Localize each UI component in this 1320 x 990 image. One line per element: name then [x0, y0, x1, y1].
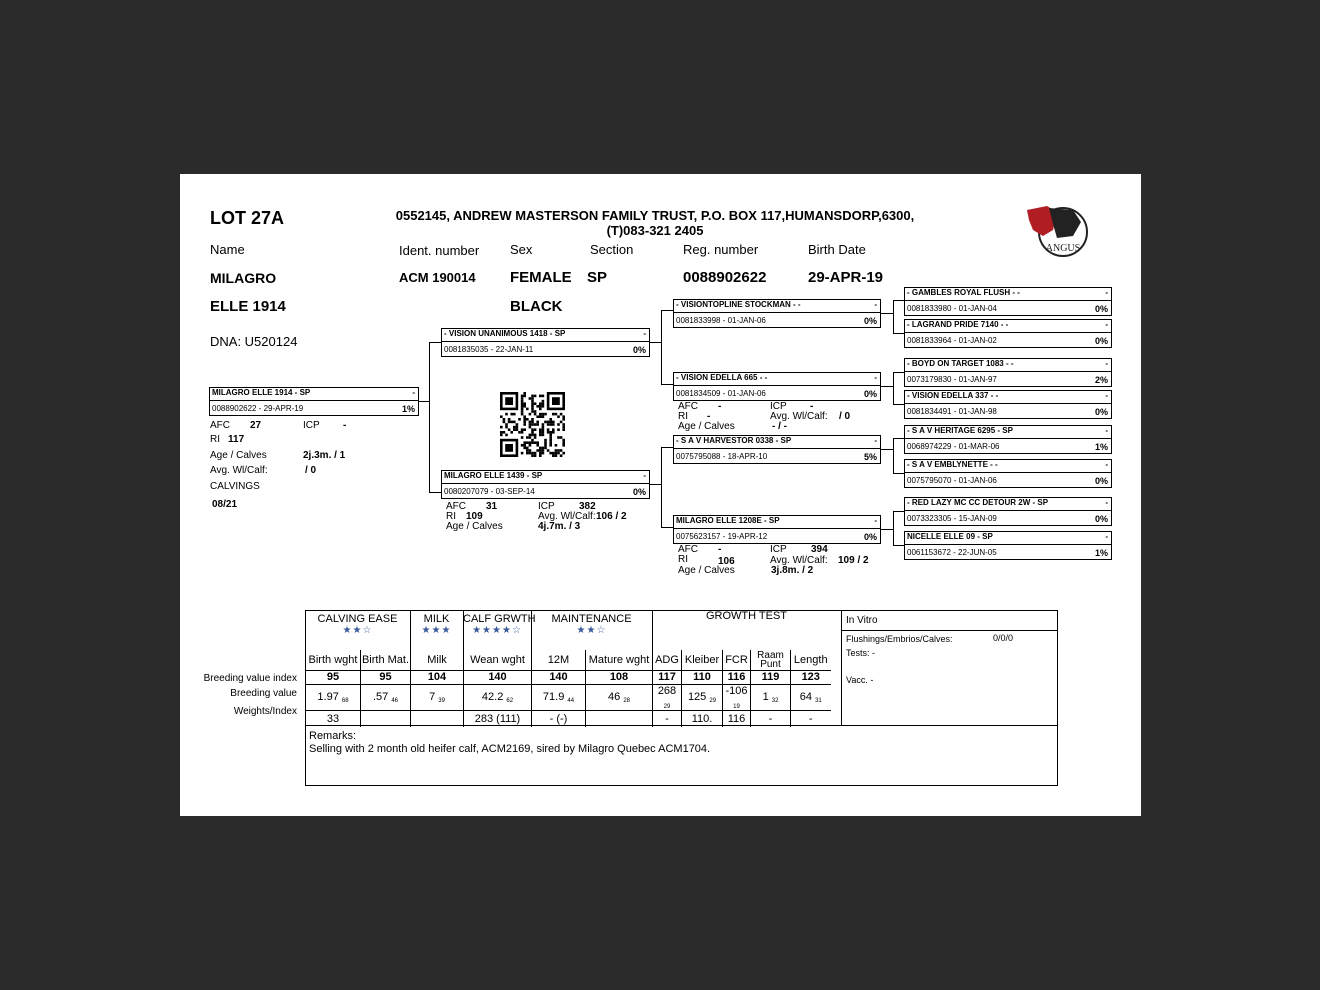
- in-vitro-label: In Vitro: [846, 615, 878, 626]
- gp2-icp-label: ICP: [770, 401, 787, 412]
- gp2-pct: 0%: [863, 389, 877, 399]
- bv-value: 42.2: [481, 690, 504, 703]
- bv-accuracy: 32: [771, 697, 779, 704]
- gp4-icp-label: ICP: [770, 544, 787, 555]
- ggp-pct: 2%: [1094, 375, 1108, 385]
- bv-accuracy: 31: [815, 697, 822, 704]
- gp1-title: - VISIONTOPLINE STOCKMAN - -: [676, 300, 801, 309]
- subject-dash: -: [412, 388, 415, 397]
- ggp-title: - GAMBLES ROYAL FLUSH - -: [907, 288, 1020, 297]
- bv-accuracy: 19: [733, 703, 740, 710]
- bv-accuracy: 44: [567, 697, 575, 704]
- gp2-age-label: Age / Calves: [678, 421, 735, 432]
- group-growth-test: [652, 610, 842, 650]
- group-label: CALVING EASE: [317, 613, 398, 625]
- subject-afc-label: AFC: [210, 420, 230, 431]
- remarks-text: Selling with 2 month old heifer calf, ACM2169, sired by Milagro Quebec ACM1704.: [309, 743, 711, 755]
- pedigree-sire: [441, 328, 650, 357]
- dam-dash: -: [643, 471, 646, 480]
- gp2-afc-label: AFC: [678, 401, 698, 412]
- subject-ri-value: 117: [228, 434, 245, 445]
- subject-icp-label: ICP: [303, 420, 320, 431]
- gp2-ri-label: RI: [678, 411, 688, 422]
- gp3-pct: 5%: [863, 452, 877, 462]
- ggp-pct: 0%: [1094, 514, 1108, 524]
- ggp-title: - LAGRAND PRIDE 7140 - -: [907, 320, 1009, 329]
- ggp-title: - BOYD ON TARGET 1083 - -: [907, 359, 1014, 368]
- dam-icp-value: 382: [579, 501, 596, 512]
- dam-afc-label: AFC: [446, 501, 466, 512]
- bv-value: -106: [725, 684, 748, 697]
- bv-value-cell: [411, 684, 464, 710]
- gp1-pct: 0%: [863, 316, 877, 326]
- pedigree-ggp-1: [904, 287, 1112, 316]
- gp4-pct: 0%: [863, 532, 877, 542]
- row-label-value: Breeding value: [230, 688, 297, 699]
- dam-avg-label: Avg. Wl/Calf:: [538, 511, 596, 522]
- bv-header-cell: FCR: [723, 650, 751, 670]
- bv-weight-cell: 116: [723, 710, 751, 727]
- bv-value: 46: [608, 690, 621, 703]
- ggp-reg: 0075795070 - 01-JAN-06: [907, 476, 997, 485]
- label-section: Section: [590, 242, 634, 257]
- row-label-index: Breeding value index: [203, 673, 297, 684]
- pedigree-granddam-paternal: [673, 372, 881, 401]
- logo-text: ANGUS: [1045, 243, 1081, 254]
- gp2-dash: -: [874, 373, 877, 382]
- label-birth: Birth Date: [808, 242, 866, 257]
- calvings-value: 08/21: [212, 499, 238, 510]
- bv-value-cell: [532, 684, 586, 710]
- bv-value-cell: [723, 684, 751, 710]
- group-calf-growth: [463, 610, 536, 650]
- bv-value: 71.9: [542, 690, 565, 703]
- bv-weight-cell: 110.: [682, 710, 723, 727]
- bv-accuracy: 62: [506, 697, 514, 704]
- bv-value: 64: [799, 690, 812, 703]
- group-label: GROWTH TEST: [705, 610, 788, 622]
- gp4-afc-value: -: [718, 544, 722, 555]
- ggp-title: NICELLE ELLE 09 - SP: [907, 532, 993, 541]
- bv-index-cell: 140: [464, 670, 532, 684]
- ggp-reg: 0073179830 - 01-JAN-97: [907, 375, 997, 384]
- gp2-age-value: - / -: [772, 421, 787, 432]
- gp2-ri-value: -: [707, 411, 711, 422]
- bv-value-cell: [306, 684, 361, 710]
- bv-accuracy: 68: [341, 697, 349, 704]
- bv-value-cell: [653, 684, 682, 710]
- dam-ri-value: 109: [466, 511, 483, 522]
- label-sex: Sex: [510, 242, 533, 257]
- bv-value: 268: [657, 684, 677, 697]
- gp4-icp-value: 394: [811, 544, 828, 555]
- bv-value: 7: [429, 690, 436, 703]
- sire-title: - VISION UNANIMOUS 1418 - SP: [444, 329, 566, 338]
- bv-weight-cell: - (-): [532, 710, 586, 727]
- label-ident: Ident. number: [399, 243, 480, 258]
- group-label: MAINTENANCE: [551, 613, 632, 625]
- subject-title: MILAGRO ELLE 1914 - SP: [212, 388, 311, 397]
- ggp-pct: 0%: [1094, 304, 1108, 314]
- bv-index-cell: 95: [361, 670, 411, 684]
- bv-accuracy: 29: [663, 703, 671, 710]
- group-milk: [410, 610, 464, 650]
- lot-number: LOT 27A: [210, 208, 285, 228]
- sire-pct: 0%: [632, 345, 646, 355]
- dam-icp-label: ICP: [538, 501, 555, 512]
- ggp-dash: -: [1105, 532, 1108, 541]
- animal-birth: 29-APR-19: [808, 269, 884, 286]
- gp1-reg: 0081833998 - 01-JAN-06: [676, 316, 766, 325]
- ggp-dash: -: [1105, 498, 1108, 507]
- bv-header-cell: Milk: [411, 650, 464, 670]
- dam-afc-value: 31: [486, 501, 498, 512]
- owner-line-1: 0552145, ANDREW MASTERSON FAMILY TRUST, P.O. BOX 117,HUMANSDORP,6300,: [395, 208, 915, 223]
- pedigree-ggp-4: [904, 390, 1112, 419]
- pedigree-ggp-6: [904, 459, 1112, 488]
- animal-name-1: MILAGRO: [210, 270, 277, 286]
- gp4-avg-value: 109 / 2: [838, 555, 869, 566]
- pedigree-grandsire-maternal: [673, 435, 881, 464]
- ggp-reg: 0073323305 - 15-JAN-09: [907, 514, 997, 523]
- gp2-title: - VISION EDELLA 665 - -: [676, 373, 768, 382]
- owner-line-2: (T)083-321 2405: [606, 223, 704, 238]
- bv-value-cell: [586, 684, 653, 710]
- subject-age-value: 2j.3m. / 1: [303, 450, 346, 461]
- gp4-reg: 0075623157 - 19-APR-12: [676, 532, 768, 541]
- bv-index-cell: 123: [791, 670, 831, 684]
- animal-name-2: ELLE 1914: [210, 298, 286, 315]
- pedigree-grandsire-paternal: [673, 299, 881, 328]
- pedigree-granddam-maternal: [673, 515, 881, 544]
- bv-weight-cell: 283 (111): [464, 710, 532, 727]
- animal-colour: BLACK: [510, 298, 563, 315]
- gp4-dash: -: [874, 516, 877, 525]
- bv-header-cell: Kleiber: [682, 650, 723, 670]
- bv-index-cell: 116: [723, 670, 751, 684]
- subject-avg-label: Avg. Wl/Calf:: [210, 465, 268, 476]
- bv-value: 1: [762, 690, 769, 703]
- stars-icon: ★★★★☆: [472, 625, 522, 636]
- pedigree-ggp-2: [904, 319, 1112, 348]
- animal-ident: ACM 190014: [399, 270, 476, 285]
- bv-header-cell: Birth wght: [306, 650, 361, 670]
- animal-section: SP: [587, 269, 608, 286]
- pedigree-ggp-8: [904, 531, 1112, 560]
- bv-value-cell: [464, 684, 532, 710]
- stars-icon: ★★★: [421, 625, 452, 636]
- breeding-value-table: [305, 650, 831, 727]
- lot-sheet: [180, 174, 1141, 816]
- pedigree-subject: [209, 387, 419, 416]
- angus-logo: [1023, 202, 1089, 262]
- dam-reg: 0080207079 - 03-SEP-14: [444, 487, 535, 496]
- dam-age-label: Age / Calves: [446, 521, 503, 532]
- stars-icon: ★★☆: [342, 625, 373, 636]
- bv-value: 125: [687, 690, 707, 703]
- bv-accuracy: 46: [391, 697, 399, 704]
- flushings-value: 0/0/0: [993, 633, 1014, 643]
- bv-accuracy: 39: [438, 697, 445, 704]
- ggp-reg: 0081833980 - 01-JAN-04: [907, 304, 997, 313]
- ggp-title: - S A V HERITAGE 6295 - SP: [907, 426, 1013, 435]
- ggp-title: - VISION EDELLA 337 - -: [907, 391, 999, 400]
- ggp-dash: -: [1105, 460, 1108, 469]
- bv-header-cell: 12M: [532, 650, 586, 670]
- bv-weight-cell: -: [751, 710, 791, 727]
- bv-value-cell: [751, 684, 791, 710]
- bv-index-cell: 140: [532, 670, 586, 684]
- bv-index-cell: 108: [586, 670, 653, 684]
- bv-header-cell: Raam Punt: [751, 650, 791, 670]
- bv-index-cell: 119: [751, 670, 791, 684]
- animal-sex: FEMALE: [510, 269, 572, 286]
- group-label: CALF GRWTH: [463, 613, 536, 625]
- ggp-dash: -: [1105, 391, 1108, 400]
- ggp-pct: 0%: [1094, 336, 1108, 346]
- gp3-title: - S A V HARVESTOR 0338 - SP: [676, 436, 792, 445]
- ggp-dash: -: [1105, 288, 1108, 297]
- bv-value-cell: [682, 684, 723, 710]
- ggp-title: - S A V EMBLYNETTE - -: [907, 460, 998, 469]
- ggp-pct: 1%: [1094, 548, 1108, 558]
- ggp-reg: 0081833964 - 01-JAN-02: [907, 336, 997, 345]
- stars-icon: ★★☆: [576, 625, 607, 636]
- bv-header-cell: Length: [791, 650, 831, 670]
- subject-reg: 0088902622 - 29-APR-19: [212, 404, 304, 413]
- subject-age-label: Age / Calves: [210, 450, 267, 461]
- bv-index-cell: 117: [653, 670, 682, 684]
- gp4-afc-label: AFC: [678, 544, 698, 555]
- bv-value: 1.97: [317, 690, 339, 703]
- flushings-label: Flushings/Embrios/Calves:: [846, 634, 953, 644]
- gp3-dash: -: [874, 436, 877, 445]
- ggp-title: - RED LAZY MC CC DETOUR 2W - SP: [907, 498, 1049, 507]
- sire-dash: -: [643, 329, 646, 338]
- gp2-avg-label: Avg. Wl/Calf:: [770, 411, 828, 422]
- bv-accuracy: 29: [709, 697, 717, 704]
- group-maintenance: [531, 610, 653, 650]
- calvings-label: CALVINGS: [210, 481, 260, 492]
- gp4-title: MILAGRO ELLE 1208E - SP: [676, 516, 780, 525]
- tests-value: Tests: -: [846, 648, 876, 658]
- pedigree-dam: [441, 470, 650, 499]
- qr-code: [500, 392, 570, 458]
- bv-header-cell: Birth Mat.: [361, 650, 411, 670]
- subject-afc-value: 27: [250, 420, 262, 431]
- bv-header-cell: ADG: [653, 650, 682, 670]
- bv-weight-cell: -: [791, 710, 831, 727]
- bv-accuracy: 28: [623, 697, 630, 704]
- bv-index-cell: 95: [306, 670, 361, 684]
- dam-age-value: 4j.7m. / 3: [538, 521, 581, 532]
- gp2-afc-value: -: [718, 401, 722, 412]
- subject-avg-value: / 0: [305, 465, 317, 476]
- gp4-age-value: 3j.8m. / 2: [771, 565, 814, 576]
- bv-value-cell: [361, 684, 411, 710]
- gp4-avg-label: Avg. Wl/Calf:: [770, 555, 828, 566]
- ggp-pct: 0%: [1094, 476, 1108, 486]
- group-calving-ease: [305, 610, 411, 650]
- animal-reg: 0088902622: [683, 269, 767, 286]
- label-name: Name: [210, 242, 245, 257]
- bv-index-cell: 104: [411, 670, 464, 684]
- subject-pct: 1%: [401, 404, 415, 414]
- label-reg: Reg. number: [683, 242, 759, 257]
- gp2-icp-value: -: [810, 401, 814, 412]
- bv-index-cell: 110: [682, 670, 723, 684]
- subject-icp-value: -: [343, 420, 347, 431]
- sire-reg: 0081835035 - 22-JAN-11: [444, 345, 534, 354]
- bv-value: .57: [372, 690, 389, 703]
- ggp-reg: 0068974229 - 01-MAR-06: [907, 442, 1000, 451]
- bv-header-cell: Mature wght: [586, 650, 653, 670]
- ggp-reg: 0061153672 - 22-JUN-05: [907, 548, 997, 557]
- ggp-dash: -: [1105, 320, 1108, 329]
- ggp-pct: 1%: [1094, 442, 1108, 452]
- dam-pct: 0%: [632, 487, 646, 497]
- group-label: MILK: [423, 613, 450, 625]
- subject-ri-label: RI: [210, 434, 220, 445]
- ggp-dash: -: [1105, 426, 1108, 435]
- row-label-weights: Weights/Index: [233, 706, 297, 717]
- remarks-label: Remarks:: [309, 730, 357, 742]
- gp3-reg: 0075795088 - 18-APR-10: [676, 452, 768, 461]
- gp2-reg: 0081834509 - 01-JAN-06: [676, 389, 766, 398]
- ggp-dash: -: [1105, 359, 1108, 368]
- bv-header-cell: Wean wght: [464, 650, 532, 670]
- gp1-dash: -: [874, 300, 877, 309]
- bv-value-cell: [791, 684, 831, 710]
- ggp-pct: 0%: [1094, 407, 1108, 417]
- vacc-value: Vacc. -: [846, 675, 874, 685]
- pedigree-ggp-7: [904, 497, 1112, 526]
- ggp-reg: 0081834491 - 01-JAN-98: [907, 407, 997, 416]
- bv-weight-cell: -: [653, 710, 682, 727]
- pedigree-ggp-3: [904, 358, 1112, 387]
- gp2-avg-value: / 0: [839, 411, 851, 422]
- bv-weight-cell: 33: [306, 710, 361, 727]
- pedigree-ggp-5: [904, 425, 1112, 454]
- gp4-age-label: Age / Calves: [678, 565, 735, 576]
- dam-avg-value: 106 / 2: [596, 511, 627, 522]
- dam-title: MILAGRO ELLE 1439 - SP: [444, 471, 543, 480]
- gp4-ri-value: 106: [718, 556, 735, 567]
- dam-ri-label: RI: [446, 511, 456, 522]
- dna-number: DNA: U520124: [210, 334, 298, 349]
- gp4-ri-label: RI: [678, 554, 688, 565]
- reproduction-panel: [841, 610, 1059, 725]
